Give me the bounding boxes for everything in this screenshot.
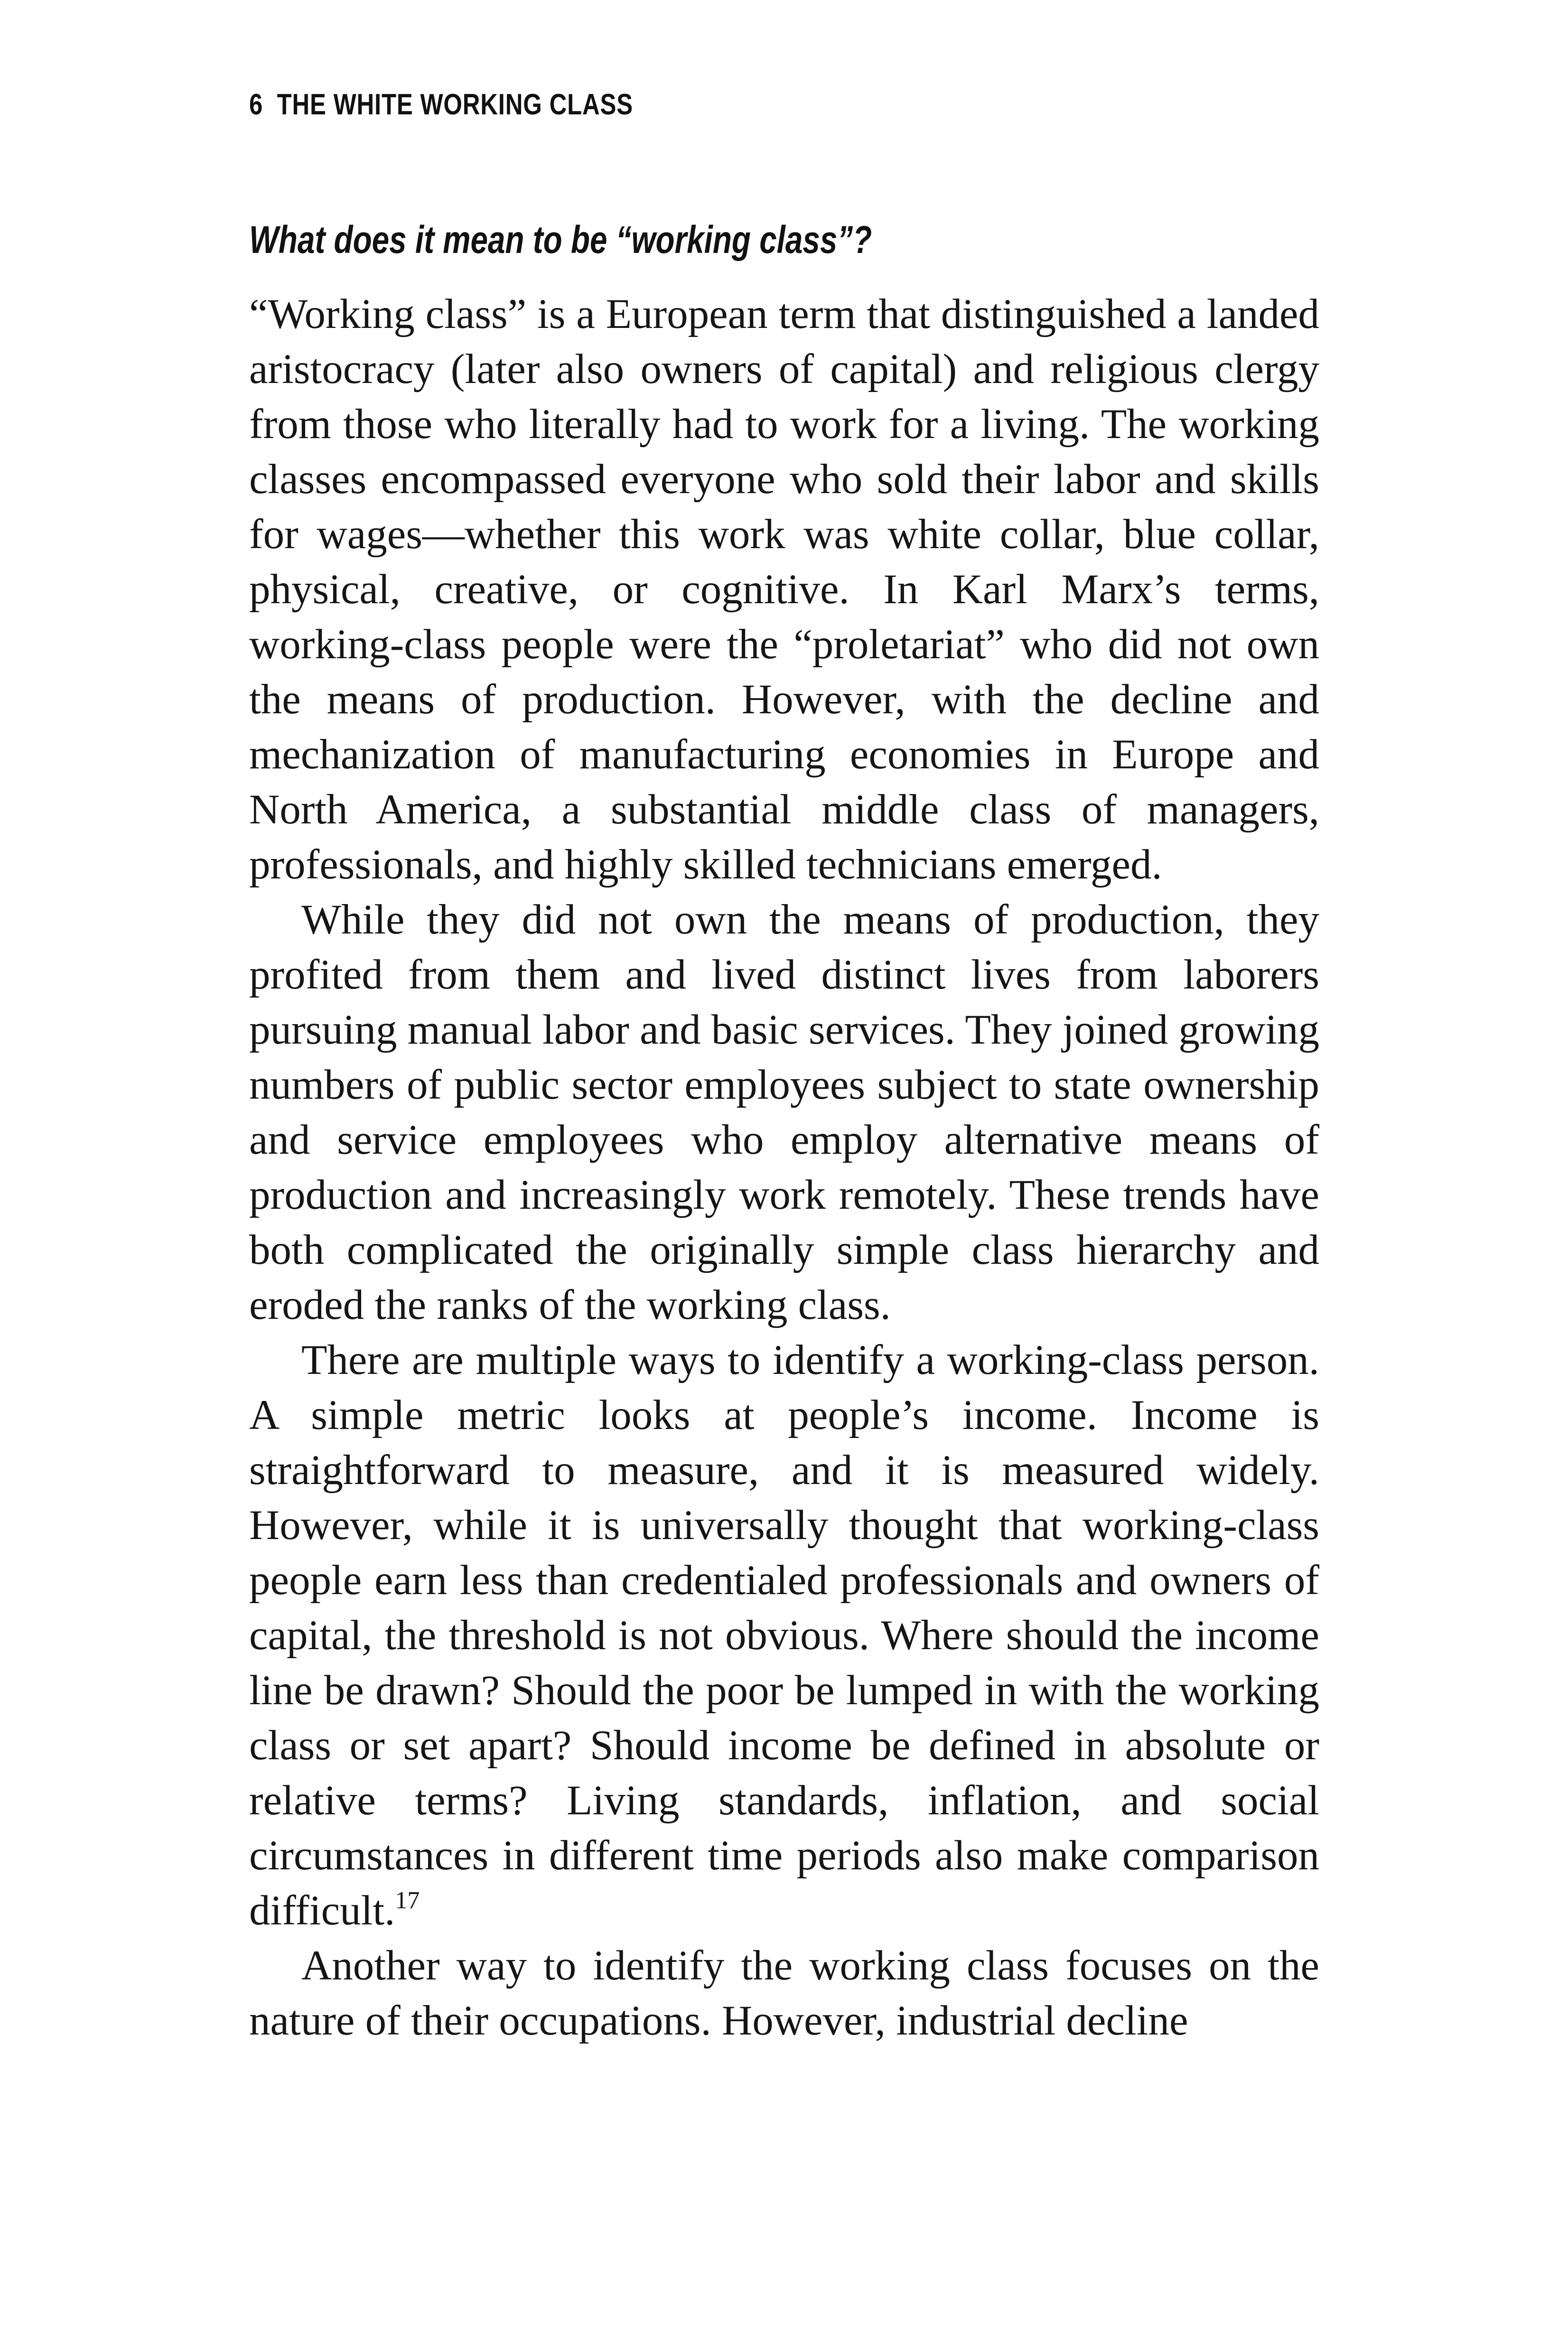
page-number: 6 <box>249 88 263 121</box>
paragraph-3 <box>249 1333 1319 1938</box>
body-text <box>249 287 1319 2048</box>
running-head <box>249 90 633 120</box>
paragraph-1: “Working class” is a European term that distinguished a landed aristocracy (later also owners of capital) and religious clergy from those who literally had to work for a living. The working classes encompassed everyone who sold their labor and skills for wages—whether this work was white collar, blue collar, physical, creative, or cognitive. In Karl Marx’s terms, working-class people were the “proletariat” who did not own the means of production. However, with the decline and mechanization of manufacturing economies in Europe and North America, a substantial middle class of managers, professionals, and highly skilled technicians emerged. <box>249 291 1319 888</box>
paragraph-4: Another way to identify the working class focuses on the nature of their occupations. However, industrial decline <box>249 1942 1319 2044</box>
paragraph-2: While they did not own the means of production, they profited from them and lived distinct lives from laborers pursuing manual labor and basic services. They joined growing numbers of public sector employees subject to state ownership and service employees who employ alternative means of production and increasingly work remotely. These trends have both complicated the originally simple class hierarchy and eroded the ranks of the working class. <box>249 896 1319 1328</box>
running-title: THE WHITE WORKING CLASS <box>277 88 633 121</box>
paragraph-3-text: There are multiple ways to identify a working-class person. A simple metric looks at people’s income. Income is straightforward to measure, and it is measured widely. However, while it is universally thought that working-class people earn less than credentialed professionals and owners of capital, the threshold is not obvious. Where should the income line be drawn? Should the poor be lumped in with the working class or set apart? Should income be defined in absolute or relative terms? Living standards, inflation, and social circumstances in different time periods also make comparison difficult. <box>249 1337 1319 1934</box>
footnote-reference: 17 <box>395 1887 420 1914</box>
section-heading: What does it mean to be “working class”? <box>249 218 872 261</box>
